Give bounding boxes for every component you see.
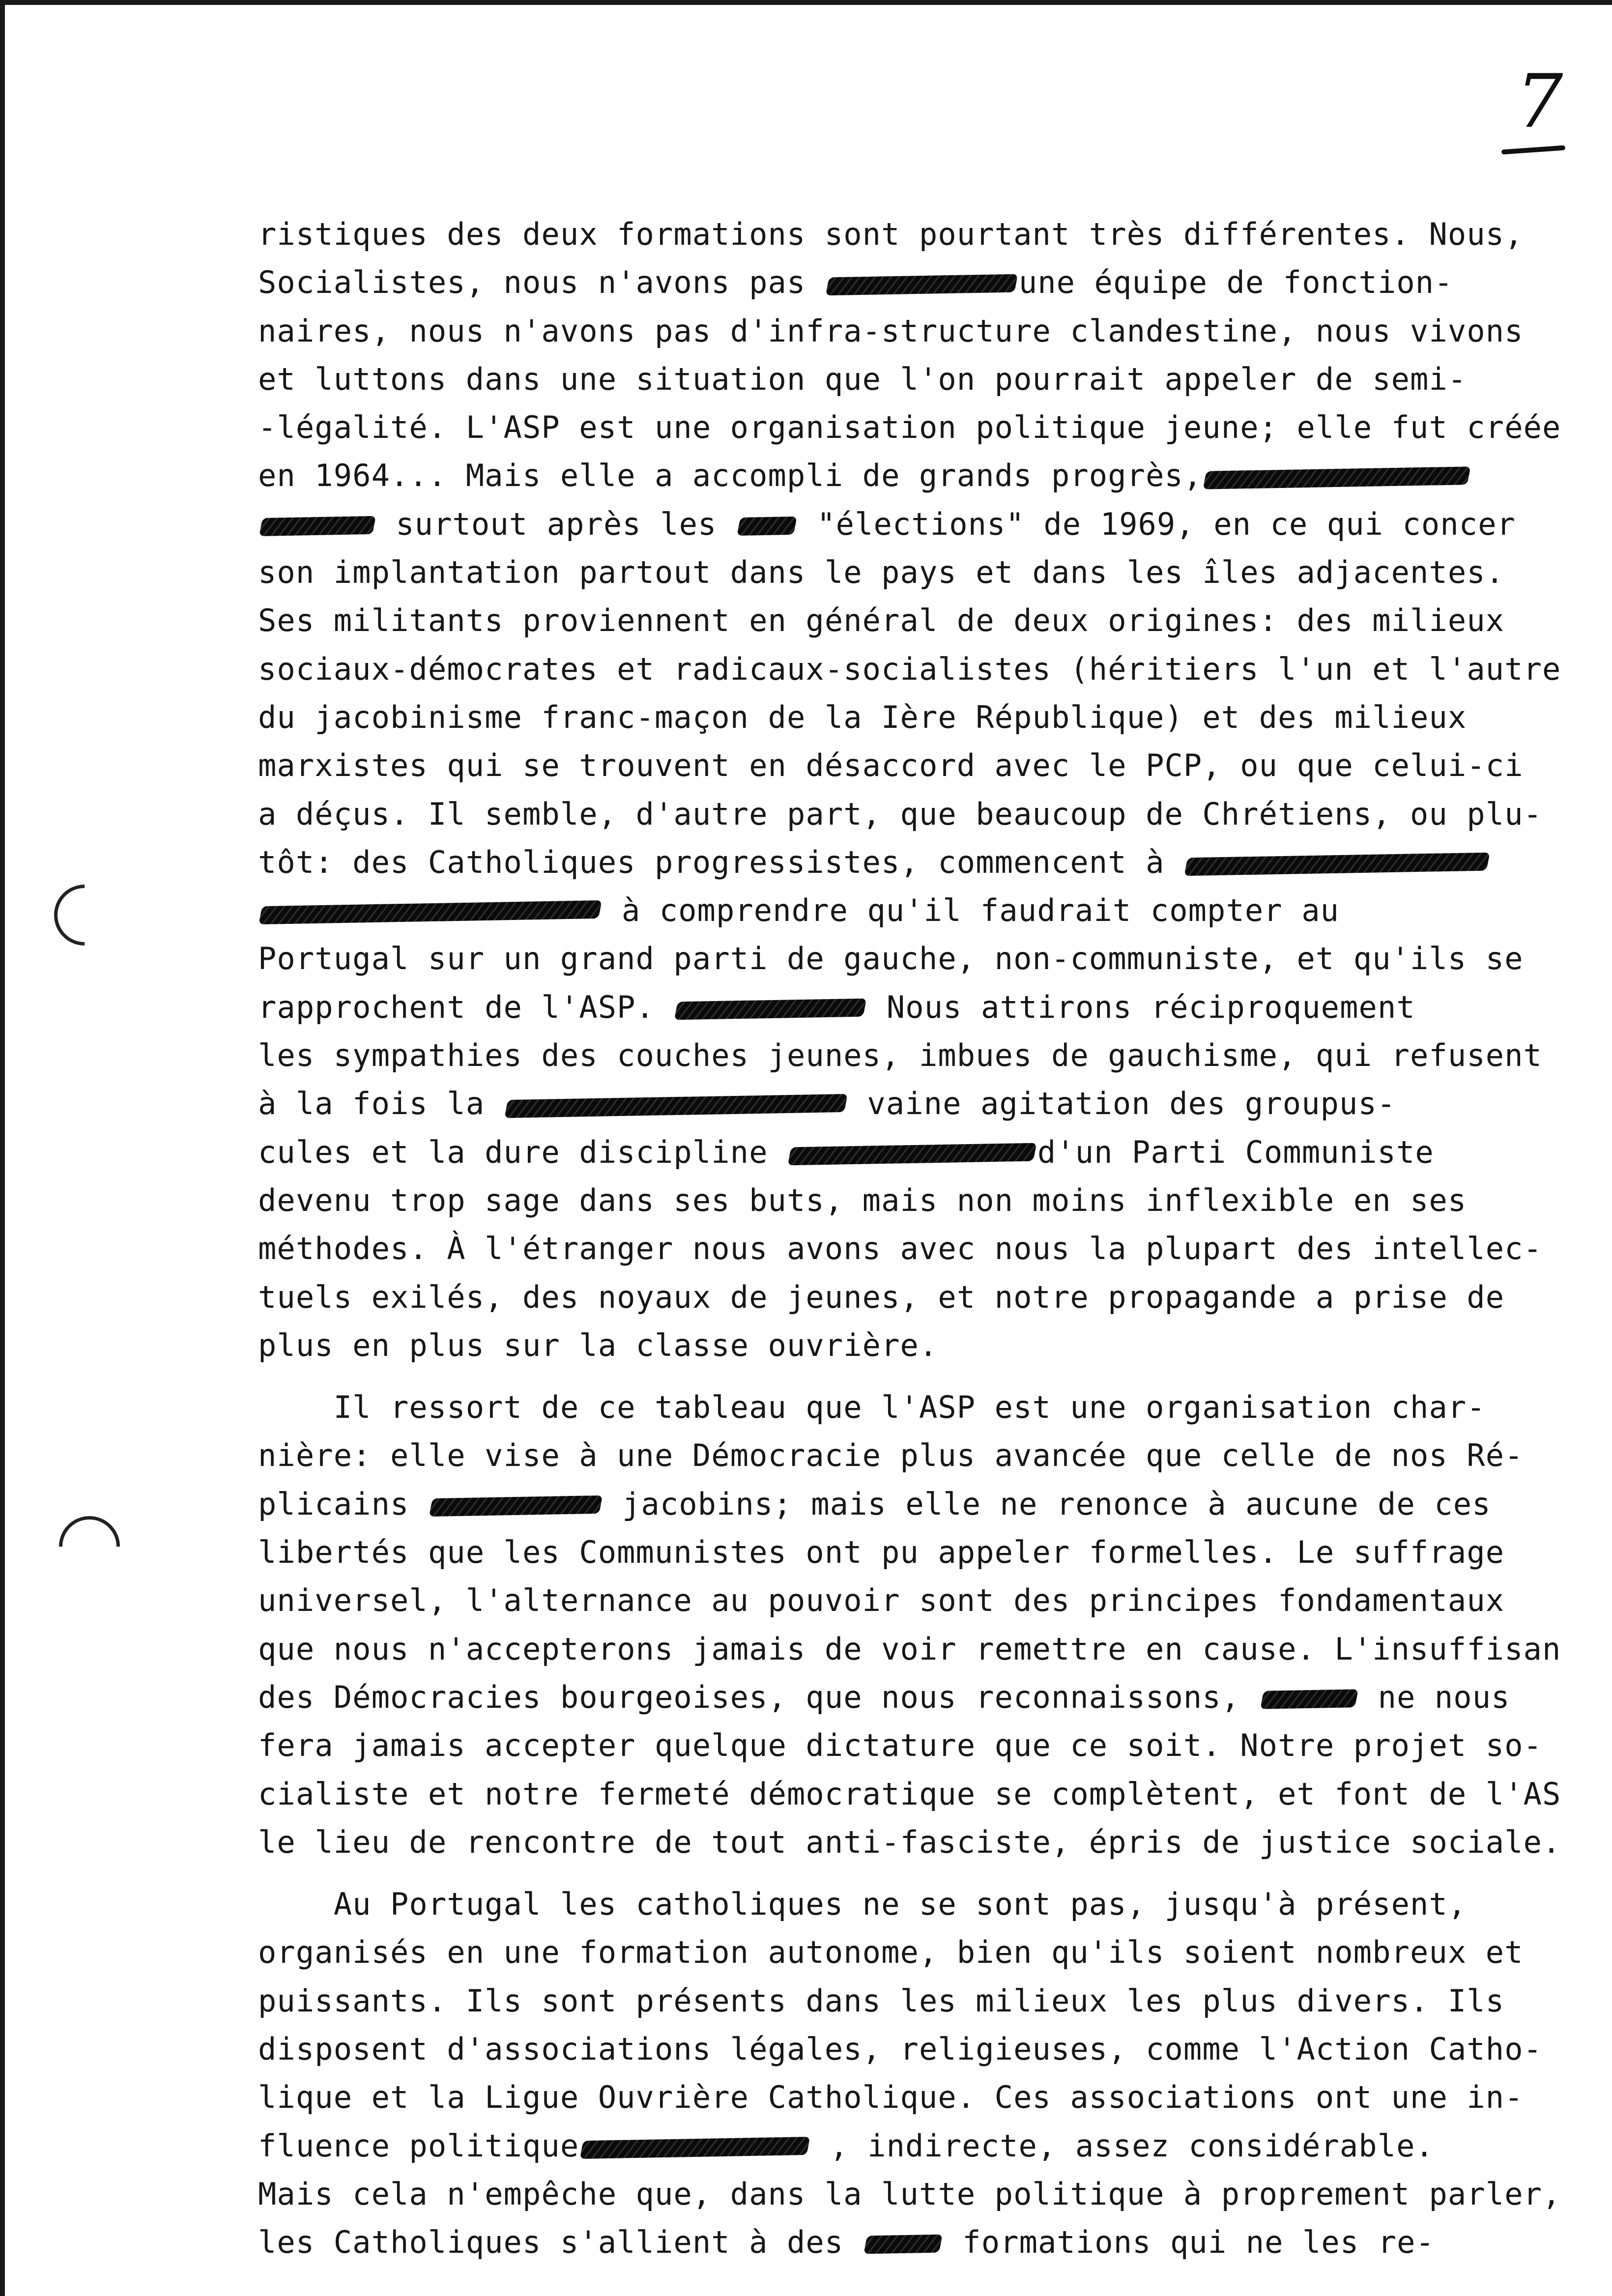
text-line bbox=[258, 983, 1612, 1032]
text-run: nière: elle vise à une Démocracie plus avancée que celle de nos Ré- bbox=[258, 1437, 1524, 1474]
scan-left-border bbox=[0, 0, 5, 2296]
text-run: Mais cela n'empêche que, dans la lutte politique à proprement parler, bbox=[258, 2176, 1561, 2212]
text-run: que nous n'accepterons jamais de voir remettre en cause. L'insuffisan bbox=[258, 1631, 1561, 1667]
punch-hole-mark bbox=[41, 872, 127, 958]
text-line bbox=[258, 1722, 1612, 1770]
text-run: naires, nous n'avons pas d'infra-structure clandestine, nous vivons bbox=[258, 313, 1524, 349]
text-run: disposent d'associations légales, religieuses, comme l'Action Catho- bbox=[258, 2031, 1543, 2067]
text-run: Il ressort de ce tableau que l'ASP est une organisation char- bbox=[258, 1389, 1486, 1426]
page-number: 7 bbox=[1516, 59, 1563, 144]
text-line bbox=[258, 307, 1612, 355]
text-run: à comprendre qu'il faudrait compter au bbox=[603, 892, 1340, 929]
text-line bbox=[258, 1770, 1612, 1818]
text-run: Socialistes, nous n'avons pas bbox=[258, 264, 825, 301]
text-run: lique et la Ligue Ouvrière Catholique. Ces associations ont une in- bbox=[258, 2079, 1524, 2116]
text-run: et luttons dans une situation que l'on pourrait appeler de semi- bbox=[258, 361, 1467, 397]
text-run: vaine agitation des groupus- bbox=[848, 1086, 1396, 1122]
text-run: des Démocracies bourgeoises, que nous reconnaissons, bbox=[258, 1679, 1259, 1715]
text-run: tôt: des Catholiques progressistes, commencent à bbox=[258, 844, 1183, 880]
text-run: méthodes. À l'étranger nous avons avec nous la plupart des intellec- bbox=[258, 1231, 1543, 1267]
redaction-scribble bbox=[787, 1143, 1036, 1166]
scan-top-border bbox=[0, 0, 1612, 5]
redaction-scribble bbox=[580, 2137, 810, 2159]
text-run: formations qui ne les re- bbox=[943, 2224, 1435, 2261]
redaction-scribble bbox=[826, 274, 1018, 295]
text-run: surtout après les bbox=[376, 506, 736, 542]
redaction-scribble bbox=[864, 2235, 943, 2254]
text-run: Portugal sur un grand parti de gauche, non-communiste, et qu'ils se bbox=[258, 941, 1524, 977]
redaction-scribble bbox=[259, 516, 376, 536]
text-line bbox=[258, 2122, 1612, 2170]
text-line bbox=[258, 1880, 1612, 1928]
text-line bbox=[258, 1128, 1612, 1177]
text-line bbox=[258, 1383, 1612, 1432]
text-run: ristiques des deux formations sont pourtant très différentes. Nous, bbox=[258, 216, 1524, 252]
text-line bbox=[258, 645, 1612, 693]
text-line bbox=[258, 1673, 1612, 1722]
text-line bbox=[258, 693, 1612, 742]
redaction-scribble bbox=[674, 999, 867, 1020]
text-run: à la fois la bbox=[258, 1086, 504, 1122]
text-run: Au Portugal les catholiques ne se sont pas, jusqu'à présent, bbox=[258, 1886, 1467, 1923]
text-run: le lieu de rencontre de tout anti-fasciste, épris de justice sociale. bbox=[258, 1824, 1561, 1860]
text-run: marxistes qui se trouvent en désaccord avec le PCP, ou que celui-ci bbox=[258, 747, 1524, 784]
text-line bbox=[258, 1177, 1612, 1225]
text-line bbox=[258, 1977, 1612, 2025]
text-run: une équipe de fonction- bbox=[1018, 264, 1453, 301]
text-line bbox=[258, 1528, 1612, 1577]
text-run: fera jamais accepter quelque dictature que ce soit. Notre projet so- bbox=[258, 1727, 1543, 1764]
page-number-underline bbox=[1501, 145, 1565, 154]
text-line bbox=[258, 258, 1612, 307]
text-run: a déçus. Il semble, d'autre part, que beaucoup de Chrétiens, ou plu- bbox=[258, 796, 1543, 832]
punch-hole-mark bbox=[46, 1503, 132, 1589]
text-line bbox=[258, 210, 1612, 258]
text-line bbox=[258, 1080, 1612, 1128]
text-run: fluence politique bbox=[258, 2127, 579, 2164]
text-line bbox=[258, 1225, 1612, 1273]
text-line bbox=[258, 1577, 1612, 1625]
text-line bbox=[258, 838, 1612, 887]
text-line bbox=[258, 1928, 1612, 1977]
text-line bbox=[258, 2170, 1612, 2218]
text-line bbox=[258, 2025, 1612, 2073]
text-line bbox=[258, 1273, 1612, 1321]
text-run: d'un Parti Communiste bbox=[1037, 1134, 1434, 1170]
text-run: tuels exilés, des noyaux de jeunes, et notre propagande a prise de bbox=[258, 1279, 1505, 1315]
text-line bbox=[258, 500, 1612, 548]
text-line bbox=[258, 790, 1612, 838]
text-line bbox=[258, 597, 1612, 645]
text-run: plus en plus sur la classe ouvrière. bbox=[258, 1327, 938, 1363]
text-run: jacobins; mais elle ne renonce à aucune de ces bbox=[603, 1486, 1491, 1522]
text-run: ne nous bbox=[1359, 1679, 1510, 1715]
text-line bbox=[258, 1625, 1612, 1673]
text-line bbox=[258, 742, 1612, 790]
redaction-scribble bbox=[1260, 1690, 1358, 1710]
text-line bbox=[258, 355, 1612, 403]
paragraph-gap bbox=[258, 1370, 1612, 1383]
text-run: les sympathies des couches jeunes, imbues de gauchisme, qui refusent bbox=[258, 1037, 1543, 1074]
text-run: Nous attirons réciproquement bbox=[867, 989, 1415, 1025]
text-line bbox=[258, 452, 1612, 500]
text-run: -légalité. L'ASP est une organisation politique jeune; elle fut créée bbox=[258, 409, 1561, 446]
redaction-scribble bbox=[1203, 466, 1471, 489]
text-run: Ses militants proviennent en général de deux origines: des milieux bbox=[258, 603, 1505, 639]
text-run: , indirecte, assez considérable. bbox=[810, 2127, 1434, 2164]
text-line bbox=[258, 887, 1612, 935]
text-run: "élections" de 1969, en ce qui concer bbox=[798, 506, 1516, 542]
text-run: cules et la dure discipline bbox=[258, 1134, 787, 1170]
text-line bbox=[258, 2073, 1612, 2122]
redaction-scribble bbox=[259, 900, 602, 924]
redaction-scribble bbox=[429, 1495, 603, 1517]
text-line bbox=[258, 1032, 1612, 1080]
text-line bbox=[258, 403, 1612, 452]
text-run: les Catholiques s'allient à des bbox=[258, 2224, 863, 2261]
redaction-scribble bbox=[1184, 853, 1490, 876]
text-run: cialiste et notre fermeté démocratique se complètent, et font de l'AS bbox=[258, 1776, 1561, 1812]
redaction-scribble bbox=[737, 517, 797, 536]
text-run: universel, l'alternance au pouvoir sont des principes fondamentaux bbox=[258, 1582, 1505, 1619]
text-run: en 1964... Mais elle a accompli de grands progrès, bbox=[258, 458, 1203, 494]
text-line bbox=[258, 548, 1612, 597]
text-line bbox=[258, 1321, 1612, 1370]
text-run: libertés que les Communistes ont pu appeler formelles. Le suffrage bbox=[258, 1534, 1505, 1571]
text-run: sociaux-démocrates et radicaux-socialistes (héritiers l'un et l'autre bbox=[258, 651, 1561, 687]
text-line bbox=[258, 1818, 1612, 1866]
text-line bbox=[258, 2218, 1612, 2267]
text-line bbox=[258, 935, 1612, 983]
redaction-scribble bbox=[504, 1094, 848, 1118]
text-run: plicains bbox=[258, 1486, 428, 1522]
text-line bbox=[258, 1432, 1612, 1480]
text-line bbox=[258, 1480, 1612, 1528]
text-run: organisés en une formation autonome, bien qu'ils soient nombreux et bbox=[258, 1934, 1524, 1971]
text-run: puissants. Ils sont présents dans les milieux les plus divers. Ils bbox=[258, 1982, 1505, 2019]
text-run: rapprochent de l'ASP. bbox=[258, 989, 674, 1025]
text-run: du jacobinisme franc-maçon de la Ière République) et des milieux bbox=[258, 699, 1467, 735]
text-run: son implantation partout dans le pays et dans les îles adjacentes. bbox=[258, 554, 1505, 591]
paragraph-gap bbox=[258, 1866, 1612, 1880]
typewritten-body bbox=[258, 210, 1612, 2267]
text-run: devenu trop sage dans ses buts, mais non moins inflexible en ses bbox=[258, 1182, 1467, 1218]
